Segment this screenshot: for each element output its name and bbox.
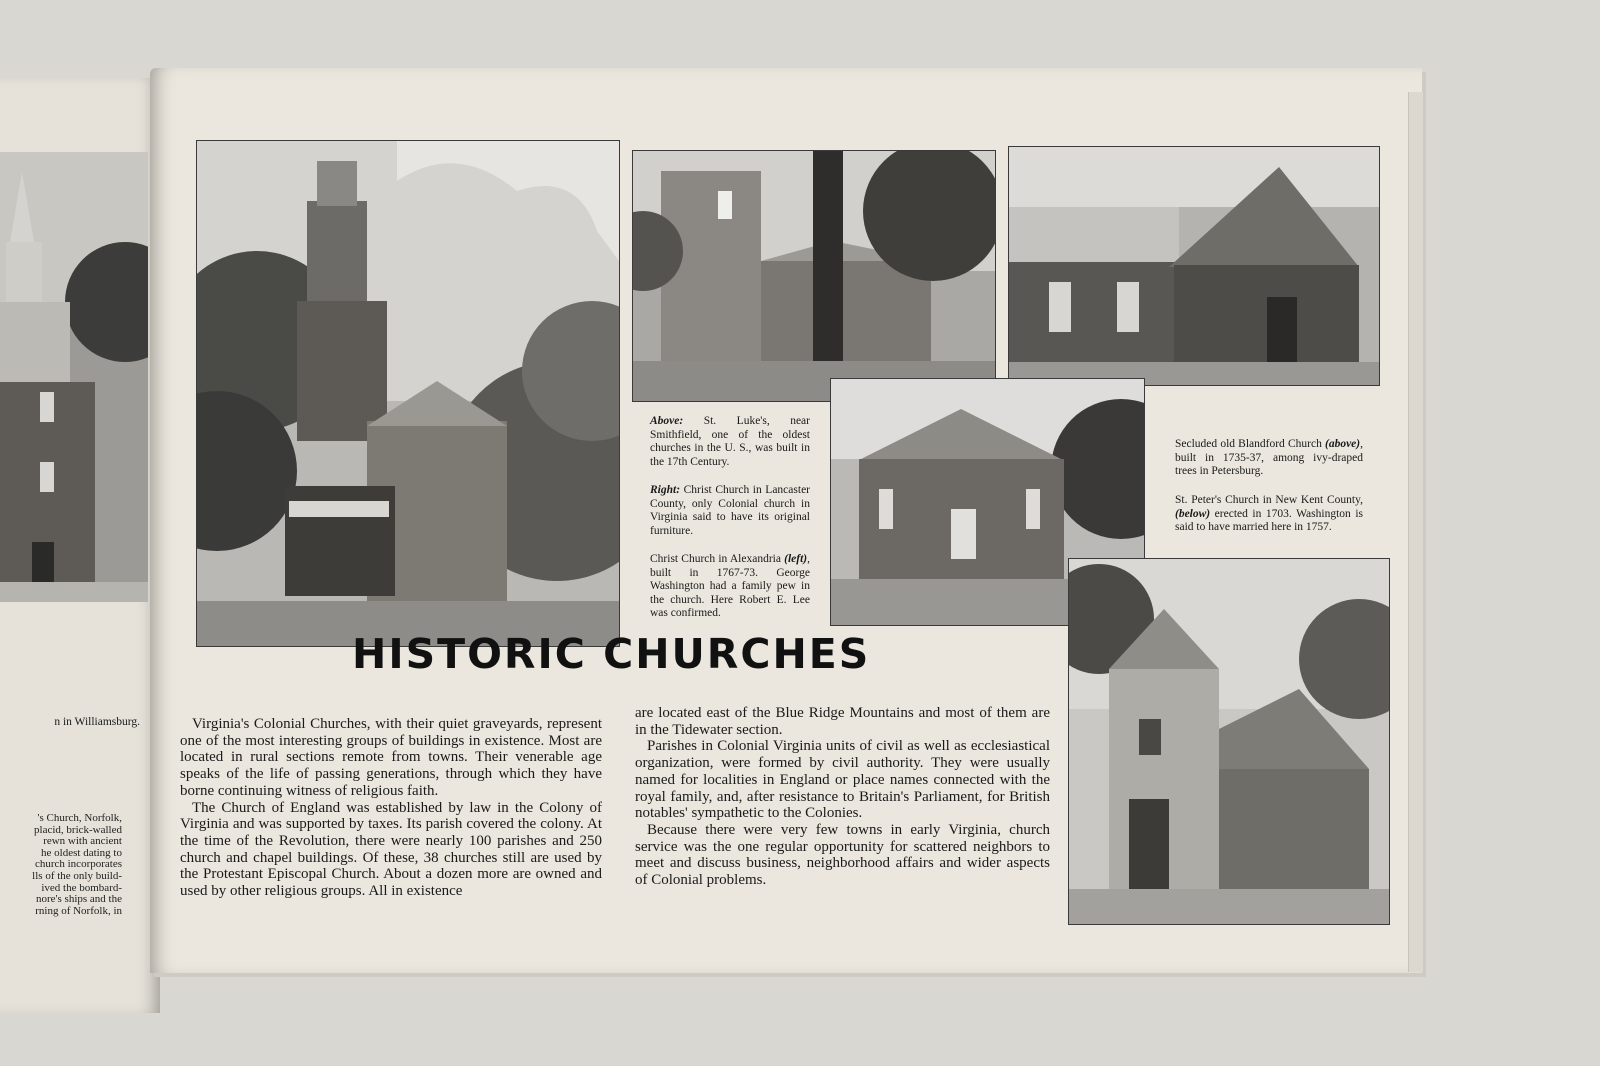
williamsburg-caption: n in Williamsburg. xyxy=(54,716,140,728)
body-column-2 xyxy=(635,705,1050,889)
caption-text: St. Luke's, near Smithfield, one of the oldest churches in the U. S., was built in the 17th Century. xyxy=(650,415,810,468)
body-paragraph: Parishes in Colonial Virginia units of civil as well as ecclesiastical organization, were formed by civil authority. They were usually named for localities in England or place names connected with the royal family, and, after resistance to Britain's Parliament, for British notables' sympathetic to the Colonies. xyxy=(635,738,1050,822)
caption-label: (left) xyxy=(784,553,808,565)
caption-label: Right: xyxy=(650,484,681,496)
text-line: nore's ships and the xyxy=(36,893,122,906)
text-line: he oldest dating to xyxy=(41,846,122,859)
caption-christ-church-alexandria xyxy=(650,553,810,629)
caption-label: (below) xyxy=(1175,507,1211,520)
text-line: rewn with ancient xyxy=(43,835,122,848)
blandford-church-photo xyxy=(1008,146,1380,386)
text-line: lls of the only build- xyxy=(32,869,122,882)
caption-text: St. Peter's Church in New Kent County, xyxy=(1175,494,1363,506)
christ-church-alexandria-photo xyxy=(196,140,620,647)
text-line: 's Church, Norfolk, xyxy=(37,812,122,824)
text-line: rning of Norfolk, in xyxy=(35,904,122,917)
caption-text: , built in 1735-37, among ivy-draped trees in Petersburg. xyxy=(1175,438,1363,477)
text-line: church incorporates xyxy=(34,858,122,871)
caption-st-peters xyxy=(1175,494,1363,543)
caption-text: Christ Church in Alexandria xyxy=(650,553,785,565)
st-peters-photo xyxy=(1068,558,1390,925)
caption-label: (above) xyxy=(1325,438,1361,450)
caption-text: , built in 1767-73. George Washington had a family pew in the church. Here Robert E. Lee was confirmed. xyxy=(650,553,810,619)
page-title: HISTORIC CHURCHES xyxy=(352,630,871,678)
caption-text: erected in 1703. Washington is said to have married here in 1757. xyxy=(1175,507,1363,533)
caption-text: Christ Church in Lancaster County, only Colonial church in Virginia said to have its original furniture. xyxy=(650,484,810,537)
body-paragraph: Because there were very few towns in early Virginia, church service was the one regular opportunity for scattered neighbors to meet and discuss business, neighborhood affairs and wider aspects of Colonial problems. xyxy=(635,821,1050,889)
left-page xyxy=(0,78,160,1013)
caption-christ-church-lancaster xyxy=(650,484,810,546)
st-lukes-photo xyxy=(632,150,996,402)
caption-label: Above: xyxy=(650,415,684,427)
left-body-text xyxy=(0,813,122,917)
body-paragraph: are located east of the Blue Ridge Mountains and most of them are in the Tidewater section. xyxy=(635,705,1050,738)
williamsburg-church-photo xyxy=(0,152,148,602)
text-line: placid, brick-walled xyxy=(34,823,122,836)
page-edge xyxy=(1408,92,1423,972)
caption-st-lukes xyxy=(650,415,810,477)
body-paragraph: Virginia's Colonial Churches, with their quiet graveyards, represent one of the most interesting groups of buildings in existence. Most are located in rural sections remote from towns. Their venerable age speaks of the life of passing generations, through which they have borne continuing witness of religious faith. xyxy=(180,716,602,799)
caption-text: Secluded old Blandford Church xyxy=(1175,438,1325,450)
caption-blandford xyxy=(1175,438,1363,487)
body-paragraph: The Church of England was established by law in the Colony of Virginia and was supported by taxes. Its parish covered the colony. At the time of the Revolution, there were nearly 100 parishes and 250 church and chapel buildings. Of these, 38 churches still are used by the Protestant Episcopal Church. About a dozen more are owned and used by other religious groups. All in existence xyxy=(180,799,602,900)
body-column-1 xyxy=(180,716,602,900)
text-line: ived the bombard- xyxy=(41,881,122,894)
